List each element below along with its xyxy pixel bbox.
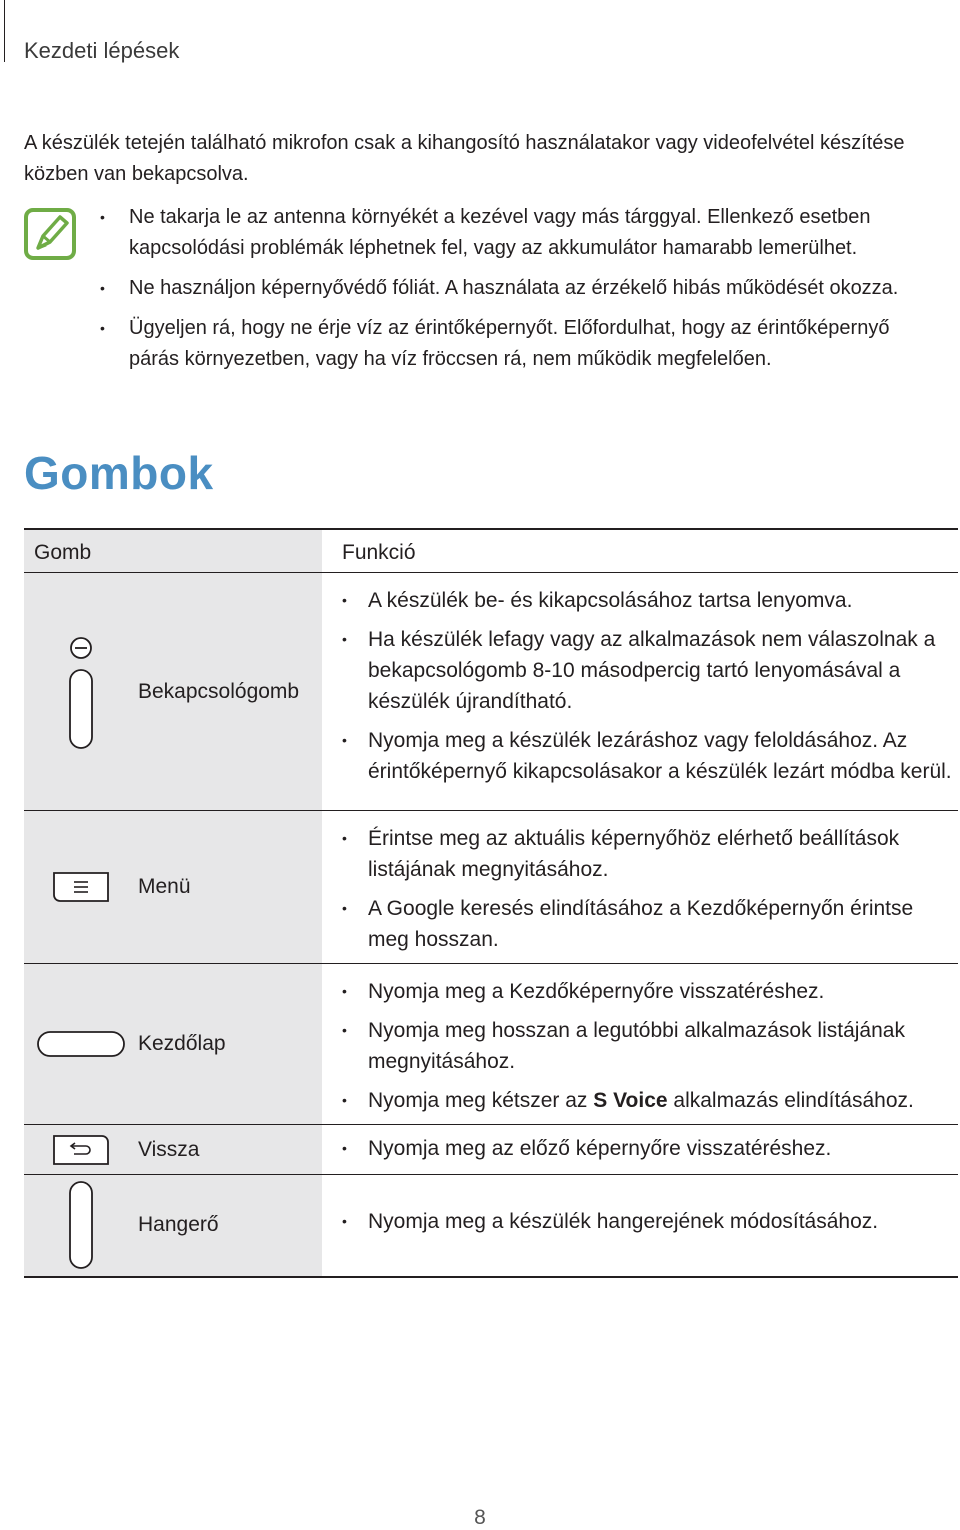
function-cell — [322, 964, 958, 1125]
function-text: alkalmazás elindításához. — [667, 1089, 914, 1112]
page-number: 8 — [474, 1506, 486, 1529]
function-item: • Nyomja meg a készülék lezáráshoz vagy feloldásához. Az érintőképernyő kikapcsolásakor a készülék lezárt módba kerül. — [342, 725, 958, 787]
header-function: Funkció — [342, 541, 416, 564]
intro-paragraph: A készülék tetején található mikrofon csak a kihangosító használatakor vagy videofelvétel készítése közben van bekapcsolva. — [24, 132, 905, 185]
function-cell — [322, 1125, 958, 1175]
table-row — [24, 811, 958, 964]
function-item: • A Google keresés elindításához a Kezdőképernyőn érintse meg hosszan. — [342, 893, 958, 955]
button-name: Kezdőlap — [138, 1032, 226, 1055]
menu-key-icon — [52, 870, 110, 904]
button-cell — [24, 573, 322, 811]
button-cell — [24, 1125, 322, 1175]
function-item: • Ha készülék lefagy vagy az alkalmazások nem válaszolnak a bekapcsológomb 8-10 másodpercig tartó lenyomásával a készülék újrandítható. — [342, 624, 958, 717]
button-name: Menü — [138, 875, 191, 898]
function-item: • Érintse meg az aktuális képernyőhöz elérhető beállítások listájának megnyitásához. — [342, 823, 958, 885]
table-row — [24, 1175, 958, 1277]
power-key-icon — [66, 634, 96, 750]
function-item: • Nyomja meg a Kezdőképernyőre visszatéréshez. — [342, 976, 958, 1007]
page-edge-rule — [4, 0, 5, 62]
function-cell — [322, 573, 958, 811]
function-item: • Nyomja meg a készülék hangerejének módosításához. — [342, 1206, 958, 1237]
chapter-title: Kezdeti lépések — [24, 38, 180, 63]
function-cell — [322, 811, 958, 964]
button-name: Vissza — [138, 1137, 200, 1161]
note-item: • Ne használjon képernyővédő fóliát. A használata az érzékelő hibás működését okozza. — [100, 273, 945, 304]
function-item: • Nyomja meg az előző képernyőre visszatéréshez. — [342, 1133, 958, 1164]
note-item: • Ne takarja le az antenna környékét a kezével vagy más tárggyal. Ellenkező esetben kapcsolódási problémák léphetnek fel, vagy az akkumulátor hamarabb lemerülhet. — [100, 202, 945, 264]
note-item: • Ügyeljen rá, hogy ne érje víz az érintőképernyőt. Előfordulhat, hogy az érintőképernyő párás környezetben, vagy ha víz fröccsen rá, nem működik megfelelően. — [100, 313, 945, 375]
button-cell — [24, 811, 322, 964]
note-list — [100, 202, 945, 384]
section-title: Gombok — [24, 447, 214, 499]
app-name: S Voice — [593, 1089, 668, 1112]
function-text: Nyomja meg kétszer az — [368, 1089, 594, 1112]
volume-key-icon — [66, 1179, 96, 1271]
table-header-row — [24, 529, 958, 573]
buttons-table — [24, 528, 958, 1278]
note-pencil-icon — [24, 208, 76, 260]
table-row — [24, 964, 958, 1125]
header-button: Gomb — [24, 529, 322, 573]
function-item: • A készülék be- és kikapcsolásához tartsa lenyomva. — [342, 585, 958, 616]
function-item: • Nyomja meg hosszan a legutóbbi alkalmazások listájának megnyitásához. — [342, 1015, 958, 1077]
button-name: Hangerő — [138, 1213, 219, 1237]
button-cell — [24, 964, 322, 1125]
button-name: Bekapcsológomb — [138, 679, 300, 703]
function-cell — [322, 1175, 958, 1277]
back-key-icon — [52, 1133, 110, 1167]
table-row — [24, 1125, 958, 1175]
home-key-icon — [36, 1029, 126, 1059]
button-cell — [24, 1175, 322, 1277]
table-row — [24, 573, 958, 811]
function-item — [342, 1085, 958, 1116]
